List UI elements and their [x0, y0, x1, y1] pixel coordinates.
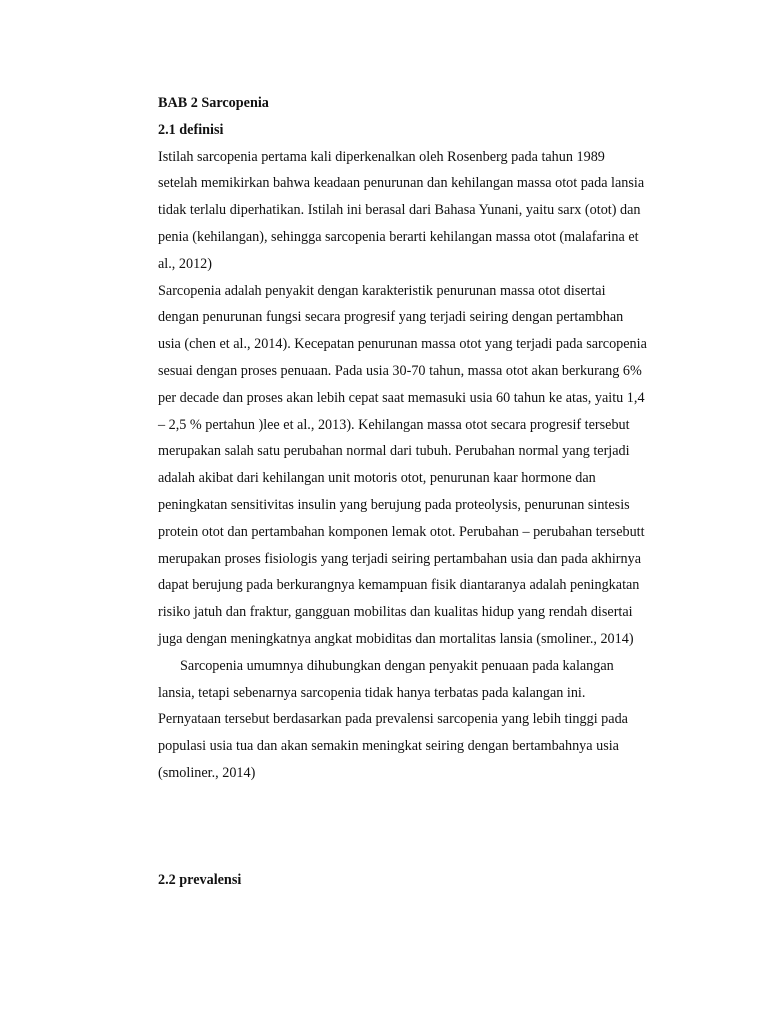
- section-heading-prevalensi: 2.2 prevalensi: [158, 871, 242, 888]
- paragraph-line: tidak terlalu diperhatikan. Istilah ini berasal dari Bahasa Yunani, yaitu sarx (otot) dan: [158, 202, 641, 219]
- paragraph-line: al., 2012): [158, 255, 212, 272]
- paragraph-line: merupakan salah satu perubahan normal dari tubuh. Perubahan normal yang terjadi: [158, 443, 630, 460]
- paragraph-3: [158, 653, 678, 787]
- paragraph-line: risiko jatuh dan fraktur, gangguan mobilitas dan kualitas hidup yang rendah disertai: [158, 604, 633, 621]
- paragraph-line: protein otot dan pertambahan komponen lemak otot. Perubahan – perubahan tersebutt: [158, 523, 645, 540]
- paragraph-1: [158, 144, 678, 278]
- paragraph-line: Sarcopenia adalah penyakit dengan karakteristik penurunan massa otot disertai: [158, 282, 606, 299]
- paragraph-line: – 2,5 % pertahun )lee et al., 2013). Kehilangan massa otot secara progresif tersebut: [158, 416, 630, 433]
- paragraph-line: juga dengan meningkatnya angkat mobiditas dan mortalitas lansia (smoliner., 2014): [158, 630, 634, 647]
- paragraph-line: dapat berujung pada berkurangnya kemampuan fisik diantaranya adalah peningkatan: [158, 577, 640, 594]
- paragraph-line: per decade dan proses akan lebih cepat saat memasuki usia 60 tahun ke atas, yaitu 1,4: [158, 389, 645, 406]
- paragraph-line: Pernyataan tersebut berdasarkan pada prevalensi sarcopenia yang lebih tinggi pada: [158, 711, 628, 728]
- paragraph-line: sesuai dengan proses penuaan. Pada usia 30-70 tahun, massa otot akan berkurang 6%: [158, 362, 642, 379]
- paragraph-line: Sarcopenia umumnya dihubungkan dengan penyakit penuaan pada kalangan: [180, 657, 614, 674]
- chapter-heading: BAB 2 Sarcopenia: [158, 95, 269, 111]
- paragraph-line: setelah memikirkan bahwa keadaan penurunan dan kehilangan massa otot pada lansia: [158, 175, 645, 192]
- paragraph-line: adalah akibat dari kehilangan unit motoris otot, penurunan kaar hormone dan: [158, 470, 596, 487]
- paragraph-line: usia (chen et al., 2014). Kecepatan penurunan massa otot yang terjadi pada sarcopenia: [158, 336, 647, 353]
- paragraph-line: (smoliner., 2014): [158, 764, 256, 781]
- document-page: [158, 90, 678, 894]
- paragraph-line: lansia, tetapi sebenarnya sarcopenia tidak hanya terbatas pada kalangan ini.: [158, 684, 586, 701]
- paragraph-line: peningkatan sensitivitas insulin yang berujung pada proteolysis, penurunan sintesis: [158, 496, 630, 513]
- paragraph-2: [158, 278, 678, 653]
- paragraph-line: dengan penurunan fungsi secara progresif yang terjadi seiring dengan pertambhan: [158, 309, 624, 326]
- section-heading-definisi: 2.1 definisi: [158, 121, 224, 138]
- paragraph-line: merupakan proses fisiologis yang terjadi seiring pertambahan usia dan pada akhirnya: [158, 550, 642, 567]
- paragraph-line: Istilah sarcopenia pertama kali diperkenalkan oleh Rosenberg pada tahun 1989: [158, 148, 605, 165]
- paragraph-line: populasi usia tua dan akan semakin meningkat seiring dengan bertambahnya usia: [158, 738, 619, 755]
- blank-space: [158, 787, 678, 867]
- paragraph-line: penia (kehilangan), sehingga sarcopenia berarti kehilangan massa otot (malafarina et: [158, 228, 639, 245]
